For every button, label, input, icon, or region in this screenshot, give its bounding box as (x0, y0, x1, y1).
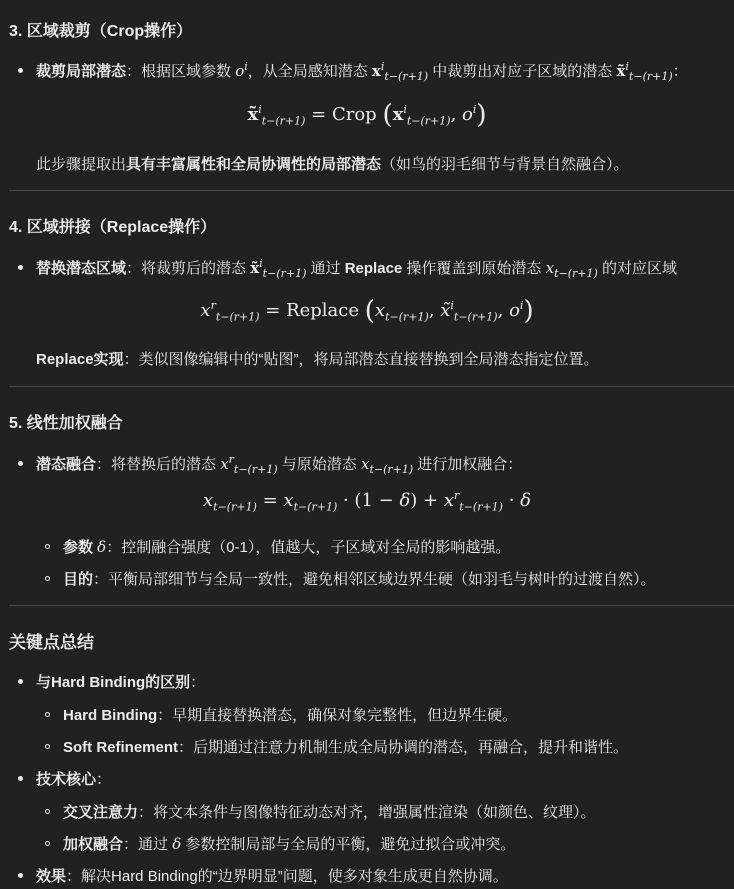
term-label: 与Hard Binding的区别 (36, 674, 191, 691)
text: 进行加权融合： (413, 456, 523, 473)
text: ，从全局感知潜态 (247, 63, 372, 80)
bullet-icon (18, 461, 23, 466)
term-label: 效果 (36, 868, 67, 885)
math-x: $x^i_{t-(r+1)}$ (371, 60, 429, 83)
term-label: 交叉注意力 (63, 804, 139, 821)
emphasis: Replace实现 (36, 351, 124, 368)
term-label: 替换潜态区域 (36, 260, 127, 277)
list-item (18, 768, 734, 789)
bullet-icon (18, 265, 23, 270)
section-5-title: 5. 线性加权融合 (9, 415, 123, 432)
bullet-icon (18, 776, 23, 781)
term-label: 参数 (63, 539, 98, 556)
term-label: Soft Refinement (63, 739, 179, 756)
text: ： (96, 771, 112, 788)
text: ：控制融合强度（0-1），值越大，子区域对全局的影响越强。 (106, 539, 511, 556)
list-item (18, 671, 734, 692)
math-x: $x_{t-(r+1)}$ (545, 259, 598, 280)
math-x-tilde: x̃$^i_{t-(r+1)}$ (616, 60, 673, 83)
divider (9, 190, 734, 191)
paragraph (36, 153, 629, 174)
text: ：将替换后的潜态 (96, 456, 221, 473)
section-4-title: 4. 区域拼接（Replace操作） (9, 219, 217, 236)
math-x: $x_{t-(r+1)}$ (360, 455, 414, 476)
term-label: 目的 (63, 571, 94, 588)
term-label: 潜态融合 (36, 456, 97, 473)
sub-bullet-icon (45, 841, 50, 846)
sub-bullet-icon (45, 712, 50, 717)
text: ： (190, 674, 206, 691)
list-item (18, 60, 734, 81)
emphasis: Replace (344, 260, 403, 277)
text: 操作覆盖到原始潜态 (402, 260, 546, 277)
math-x-tilde: x̃$^i_{t-(r+1)}$ (250, 257, 307, 280)
divider (9, 386, 734, 387)
text: 中裁剪出对应子区域的潜态 (428, 63, 617, 80)
text: ：根据区域参数 (126, 63, 236, 80)
text: 通过 (306, 260, 345, 277)
text: ：平衡局部细节与全局一致性，避免相邻区域边界生硬（如羽毛与树叶的过渡自然）。 (93, 571, 656, 588)
math-delta: δ (97, 538, 107, 556)
equation-function: Replace (286, 300, 360, 321)
text: 的对应区域 (597, 260, 677, 277)
text: （如鸟的羽毛细节与背景自然融合）。 (381, 156, 629, 173)
math-x-r: $x^r_{t-(r+1)}$ (220, 453, 278, 476)
text: ：类似图像编辑中的“贴图”，将局部潜态直接替换到全局潜态指定位置。 (123, 351, 599, 368)
sub-list-item (45, 704, 734, 725)
section-3-title: 3. 区域裁剪（Crop操作） (9, 23, 193, 40)
list-item (18, 453, 734, 474)
sub-list-item (45, 801, 734, 822)
equation-fusion: $x_{t-(r+1)} = x_{t-(r+1)} \cdot (1 - \delta) + x^r_{t-(r+1)} \cdot \delta$ (203, 489, 531, 514)
sub-bullet-icon (45, 544, 50, 549)
text: 此步骤提取出 (36, 156, 127, 173)
term-label: 技术核心 (36, 771, 97, 788)
text: ： (672, 63, 688, 80)
sub-list-item (45, 536, 734, 557)
emphasis: 具有丰富属性和全局协调性的局部潜态 (126, 156, 382, 173)
text: 与原始潜态 (277, 456, 361, 473)
term-label: Hard Binding (63, 707, 158, 724)
math-delta: δ (172, 835, 182, 853)
math-o-i: $o^i$ (235, 60, 248, 80)
bullet-icon (18, 873, 23, 878)
list-item (18, 257, 734, 278)
equation-function: Crop (331, 104, 377, 125)
text: ：后期通过注意力机制生成全局协调的潜态，再融合，提升和谐性。 (178, 739, 629, 756)
text: ：早期直接替换潜态，确保对象完整性，但边界生硬。 (157, 707, 518, 724)
list-item (18, 865, 734, 886)
equation-crop: x̃$^i_{t-(r+1)}$ = Crop ($x^i_{t-(r+1)}$, $o^i$) (247, 100, 487, 130)
text: ：将文本条件与图像特征动态对齐，增强属性渲染（如颜色、纹理）。 (138, 804, 596, 821)
sub-list-item (45, 568, 734, 589)
bullet-icon (18, 68, 23, 73)
paragraph (36, 348, 599, 369)
sub-bullet-icon (45, 809, 50, 814)
term-label: 裁剪局部潜态 (36, 63, 127, 80)
divider (9, 605, 734, 606)
equation-replace: $x^r_{t-(r+1)}$ = Replace ($x_{t-(r+1)}$, x̃$^i_{t-(r+1)}$, $o^i$) (200, 296, 534, 326)
term-label: 加权融合 (63, 836, 124, 853)
text: ：解决Hard Binding的“边界明显”问题，使多对象生成更自然协调。 (66, 868, 508, 885)
summary-title: 关键点总结 (9, 633, 94, 652)
sub-bullet-icon (45, 576, 50, 581)
text: ：将裁剪后的潜态 (126, 260, 251, 277)
text: ：通过 (123, 836, 173, 853)
sub-list-item (45, 736, 734, 757)
text: 参数控制局部与全局的平衡，避免过拟合或冲突。 (181, 836, 516, 853)
sub-list-item (45, 833, 734, 854)
bullet-icon (18, 679, 23, 684)
sub-bullet-icon (45, 744, 50, 749)
